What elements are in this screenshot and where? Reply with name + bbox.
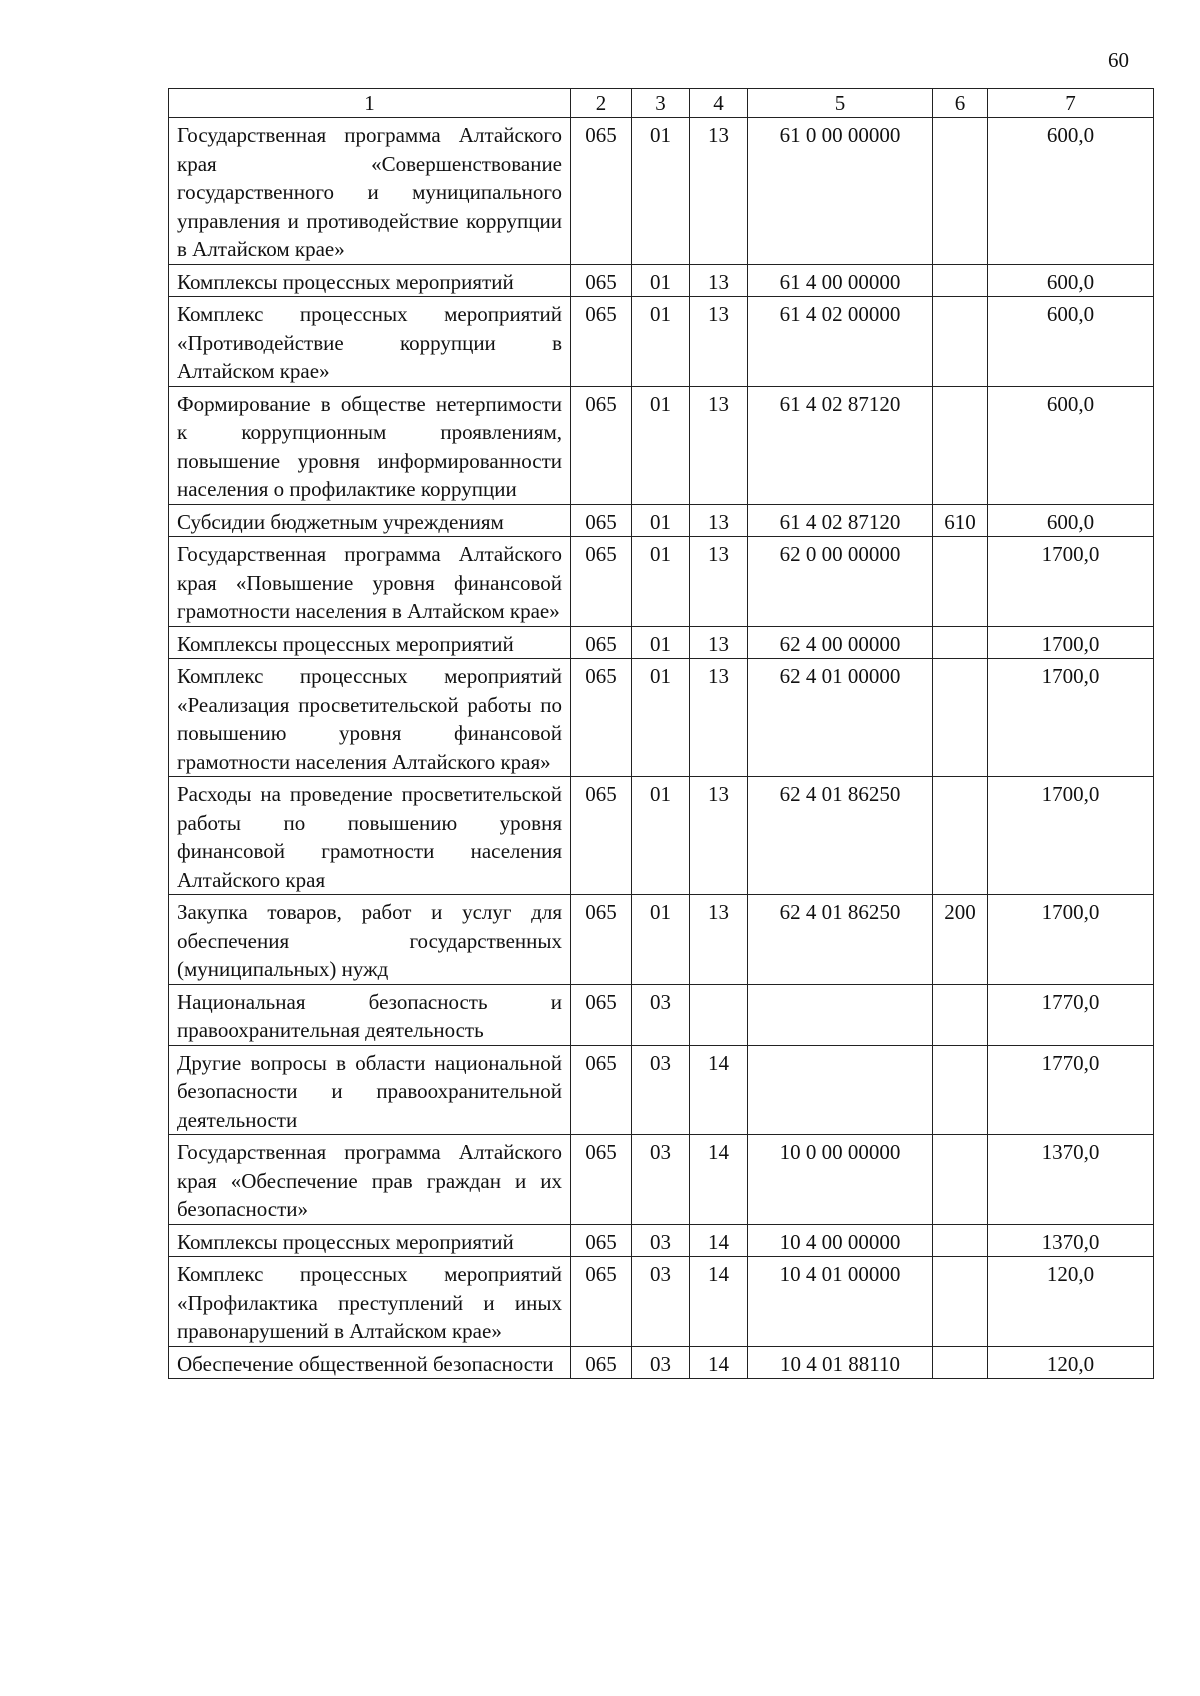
column-header: 2: [571, 89, 632, 118]
subsection-code-cell: 14: [690, 1045, 748, 1135]
subsection-code-cell: 13: [690, 264, 748, 297]
expense-type-cell: [933, 984, 988, 1045]
section-code-cell: 01: [632, 264, 690, 297]
target-article-cell: 62 4 01 00000: [748, 659, 933, 777]
target-article-cell: 10 0 00 00000: [748, 1135, 933, 1225]
amount-cell: 600,0: [988, 297, 1154, 387]
expense-type-cell: [933, 659, 988, 777]
column-header: 6: [933, 89, 988, 118]
ministry-code-cell: 065: [571, 984, 632, 1045]
ministry-code-cell: 065: [571, 777, 632, 895]
target-article-cell: 61 4 02 87120: [748, 386, 933, 504]
section-code-cell: 01: [632, 297, 690, 387]
expense-type-cell: [933, 1224, 988, 1257]
ministry-code-cell: 065: [571, 1257, 632, 1347]
ministry-code-cell: 065: [571, 1346, 632, 1379]
row-name-cell: Государственная программа Алтайского края «Обеспечение прав граждан и их безопасности»: [169, 1135, 571, 1225]
section-code-cell: 03: [632, 1257, 690, 1347]
ministry-code-cell: 065: [571, 504, 632, 537]
column-header: 1: [169, 89, 571, 118]
section-code-cell: 03: [632, 1135, 690, 1225]
amount-cell: 1700,0: [988, 777, 1154, 895]
ministry-code-cell: 065: [571, 264, 632, 297]
section-code-cell: 01: [632, 895, 690, 985]
table-row: [169, 1257, 1154, 1347]
expense-type-cell: [933, 1135, 988, 1225]
target-article-cell: [748, 1045, 933, 1135]
table-row: [169, 297, 1154, 387]
column-header: 5: [748, 89, 933, 118]
header-row: [169, 89, 1154, 118]
target-article-cell: [748, 984, 933, 1045]
expense-type-cell: 200: [933, 895, 988, 985]
table-row: [169, 895, 1154, 985]
row-name-cell: Национальная безопасность и правоохранительная деятельность: [169, 984, 571, 1045]
subsection-code-cell: 14: [690, 1224, 748, 1257]
table-row: [169, 504, 1154, 537]
subsection-code-cell: 13: [690, 386, 748, 504]
section-code-cell: 01: [632, 386, 690, 504]
amount-cell: 1700,0: [988, 626, 1154, 659]
section-code-cell: 03: [632, 1045, 690, 1135]
subsection-code-cell: 13: [690, 659, 748, 777]
ministry-code-cell: 065: [571, 1224, 632, 1257]
row-name-cell: Расходы на проведение просветительской работы по повышению уровня финансовой грамотности населения Алтайского края: [169, 777, 571, 895]
target-article-cell: 62 4 00 00000: [748, 626, 933, 659]
amount-cell: 120,0: [988, 1346, 1154, 1379]
row-name-cell: Комплексы процессных мероприятий: [169, 626, 571, 659]
amount-cell: 600,0: [988, 386, 1154, 504]
amount-cell: 1700,0: [988, 537, 1154, 627]
expense-type-cell: [933, 386, 988, 504]
amount-cell: 1770,0: [988, 984, 1154, 1045]
target-article-cell: 61 0 00 00000: [748, 118, 933, 265]
subsection-code-cell: 13: [690, 537, 748, 627]
table-row: [169, 386, 1154, 504]
column-header: 3: [632, 89, 690, 118]
amount-cell: 120,0: [988, 1257, 1154, 1347]
row-name-cell: Комплекс процессных мероприятий «Противодействие коррупции в Алтайском крае»: [169, 297, 571, 387]
ministry-code-cell: 065: [571, 386, 632, 504]
section-code-cell: 03: [632, 984, 690, 1045]
row-name-cell: Субсидии бюджетным учреждениям: [169, 504, 571, 537]
row-name-cell: Комплекс процессных мероприятий «Профилактика преступлений и иных правонарушений в Алтайском крае»: [169, 1257, 571, 1347]
table-row: [169, 659, 1154, 777]
row-name-cell: Закупка товаров, работ и услуг для обеспечения государственных (муниципальных) нужд: [169, 895, 571, 985]
target-article-cell: 61 4 02 87120: [748, 504, 933, 537]
amount-cell: 1700,0: [988, 659, 1154, 777]
table-row: [169, 984, 1154, 1045]
subsection-code-cell: 13: [690, 626, 748, 659]
target-article-cell: 62 4 01 86250: [748, 777, 933, 895]
expense-type-cell: [933, 1257, 988, 1347]
ministry-code-cell: 065: [571, 895, 632, 985]
table-row: [169, 626, 1154, 659]
row-name-cell: Комплекс процессных мероприятий «Реализация просветительской работы по повышению уровня финансовой грамотности населения Алтайского края»: [169, 659, 571, 777]
column-header: 7: [988, 89, 1154, 118]
table-row: [169, 1135, 1154, 1225]
ministry-code-cell: 065: [571, 297, 632, 387]
table-row: [169, 118, 1154, 265]
amount-cell: 600,0: [988, 118, 1154, 265]
target-article-cell: 62 0 00 00000: [748, 537, 933, 627]
ministry-code-cell: 065: [571, 1045, 632, 1135]
subsection-code-cell: 13: [690, 895, 748, 985]
row-name-cell: Государственная программа Алтайского края «Повышение уровня финансовой грамотности населения в Алтайском крае»: [169, 537, 571, 627]
row-name-cell: Обеспечение общественной безопасности: [169, 1346, 571, 1379]
expense-type-cell: [933, 1346, 988, 1379]
amount-cell: 600,0: [988, 504, 1154, 537]
table-row: [169, 264, 1154, 297]
row-name-cell: Формирование в обществе нетерпимости к коррупционным проявлениям, повышение уровня информированности населения о профилактике коррупции: [169, 386, 571, 504]
table-row: [169, 1346, 1154, 1379]
amount-cell: 600,0: [988, 264, 1154, 297]
subsection-code-cell: 13: [690, 118, 748, 265]
table-row: [169, 1224, 1154, 1257]
subsection-code-cell: 13: [690, 504, 748, 537]
expense-type-cell: [933, 626, 988, 659]
expense-type-cell: [933, 297, 988, 387]
table-row: [169, 777, 1154, 895]
amount-cell: 1370,0: [988, 1135, 1154, 1225]
target-article-cell: 61 4 00 00000: [748, 264, 933, 297]
section-code-cell: 01: [632, 777, 690, 895]
amount-cell: 1370,0: [988, 1224, 1154, 1257]
target-article-cell: 10 4 01 00000: [748, 1257, 933, 1347]
subsection-code-cell: 14: [690, 1346, 748, 1379]
expense-type-cell: [933, 777, 988, 895]
row-name-cell: Государственная программа Алтайского края «Совершенствование государственного и муниципального управления и противодействие коррупции в Алтайском крае»: [169, 118, 571, 265]
row-name-cell: Другие вопросы в области национальной безопасности и правоохранительной деятельности: [169, 1045, 571, 1135]
section-code-cell: 03: [632, 1346, 690, 1379]
amount-cell: 1700,0: [988, 895, 1154, 985]
section-code-cell: 01: [632, 504, 690, 537]
row-name-cell: Комплексы процессных мероприятий: [169, 264, 571, 297]
subsection-code-cell: 13: [690, 777, 748, 895]
expense-type-cell: [933, 1045, 988, 1135]
section-code-cell: 01: [632, 537, 690, 627]
subsection-code-cell: 14: [690, 1135, 748, 1225]
budget-table: [168, 88, 1154, 1379]
subsection-code-cell: [690, 984, 748, 1045]
ministry-code-cell: 065: [571, 659, 632, 777]
ministry-code-cell: 065: [571, 626, 632, 659]
target-article-cell: 10 4 00 00000: [748, 1224, 933, 1257]
page-number: 60: [1108, 48, 1129, 72]
target-article-cell: 10 4 01 88110: [748, 1346, 933, 1379]
ministry-code-cell: 065: [571, 118, 632, 265]
column-header: 4: [690, 89, 748, 118]
table-row: [169, 537, 1154, 627]
expense-type-cell: [933, 537, 988, 627]
expense-type-cell: [933, 118, 988, 265]
table-row: [169, 1045, 1154, 1135]
section-code-cell: 01: [632, 626, 690, 659]
expense-type-cell: [933, 264, 988, 297]
expense-type-cell: 610: [933, 504, 988, 537]
subsection-code-cell: 14: [690, 1257, 748, 1347]
subsection-code-cell: 13: [690, 297, 748, 387]
row-name-cell: Комплексы процессных мероприятий: [169, 1224, 571, 1257]
amount-cell: 1770,0: [988, 1045, 1154, 1135]
section-code-cell: 03: [632, 1224, 690, 1257]
ministry-code-cell: 065: [571, 537, 632, 627]
target-article-cell: 61 4 02 00000: [748, 297, 933, 387]
section-code-cell: 01: [632, 659, 690, 777]
target-article-cell: 62 4 01 86250: [748, 895, 933, 985]
section-code-cell: 01: [632, 118, 690, 265]
ministry-code-cell: 065: [571, 1135, 632, 1225]
